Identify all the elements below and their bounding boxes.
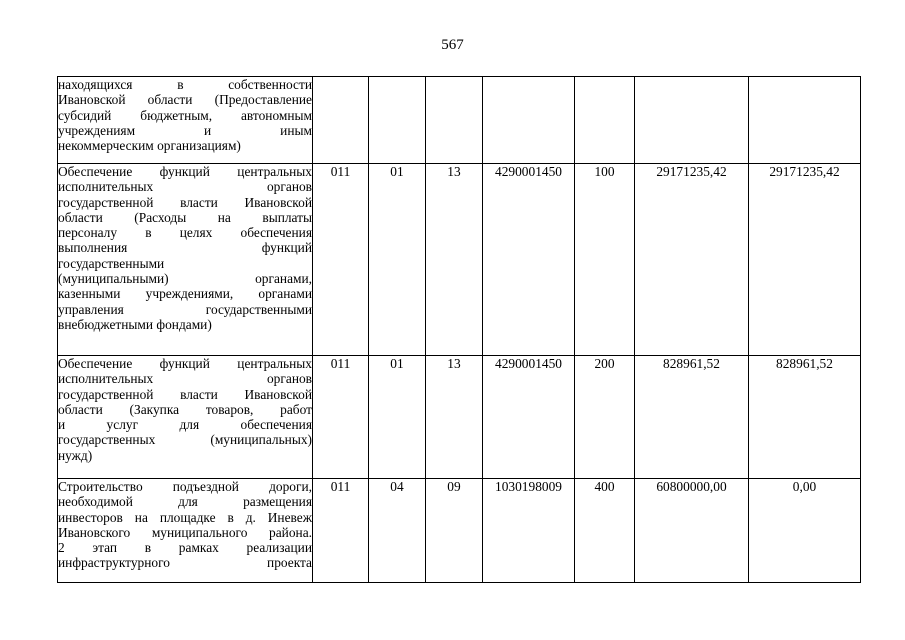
amount-cell-2: 828961,52 [749,356,861,479]
description-line: инвесторов на площадке в д. Иневеж [58,509,312,525]
description-line: внебюджетными фондами) [58,316,212,332]
description-line: Ивановской области (Предоставление [58,92,312,108]
description-line: Строительство подъездной дороги, [58,479,312,494]
description-line: выполнения функций [58,240,312,256]
subsection-code-cell: 09 [426,479,483,583]
target-article-cell: 1030198009 [483,479,575,583]
section-code-cell: 04 [369,479,426,583]
amount-cell-2: 29171235,42 [749,164,861,356]
amount-cell-1: 60800000,00 [635,479,749,583]
table-row [58,77,861,164]
gp-code-cell: 011 [313,164,369,356]
description-line: (муниципальными) органами, [58,271,312,287]
expense-type-cell: 100 [575,164,635,356]
target-article-cell [483,77,575,164]
description-line: нужд) [58,447,93,463]
target-article-cell: 4290001450 [483,356,575,479]
table-row [58,479,861,583]
amount-cell-1: 29171235,42 [635,164,749,356]
description-line: Ивановского муниципального района. [58,524,312,540]
expense-type-cell: 400 [575,479,635,583]
description-line: государственной власти Ивановской [58,386,312,402]
gp-code-cell: 011 [313,479,369,583]
subsection-code-cell: 13 [426,356,483,479]
description-line: учреждениям и иным [58,122,312,138]
table-body [58,77,861,583]
description-line: государственными [58,255,165,271]
description-line: Обеспечение функций центральных [58,356,312,371]
section-code-cell: 01 [369,356,426,479]
description-line: персоналу в целях обеспечения [58,225,312,241]
target-article-cell: 4290001450 [483,164,575,356]
description-line: Обеспечение функций центральных [58,164,312,179]
description-line: области (Закупка товаров, работ [58,401,312,417]
gp-code-cell [313,77,369,164]
description-cell [58,479,313,583]
description-line: субсидий бюджетным, автономным [58,107,312,123]
description-line: казенными учреждениями, органами [58,286,312,302]
description-line: исполнительных органов [58,371,312,387]
description-line: исполнительных органов [58,179,312,195]
section-code-cell [369,77,426,164]
description-line: 2 этап в рамках реализации [58,540,312,556]
expense-type-cell: 200 [575,356,635,479]
subsection-code-cell [426,77,483,164]
section-code-cell: 01 [369,164,426,356]
table-row [58,164,861,356]
table-row [58,356,861,479]
description-line: инфраструктурного проекта [58,555,312,571]
description-line: государственных (муниципальных) [58,432,312,448]
description-cell [58,356,313,479]
description-line: области (Расходы на выплаты [58,209,312,225]
description-line: и услуг для обеспечения [58,417,312,433]
amount-cell-2 [749,77,861,164]
amount-cell-1 [635,77,749,164]
description-line: необходимой для размещения [58,494,312,510]
amount-cell-1: 828961,52 [635,356,749,479]
description-cell [58,164,313,356]
expense-type-cell [575,77,635,164]
description-cell [58,77,313,164]
description-line: государственной власти Ивановской [58,194,312,210]
description-line: управления государственными [58,301,312,317]
amount-cell-2: 0,00 [749,479,861,583]
subsection-code-cell: 13 [426,164,483,356]
description-line: некоммерческим организациям) [58,138,241,154]
gp-code-cell: 011 [313,356,369,479]
page-number: 567 [441,37,464,53]
description-line: находящихся в собственности [58,77,312,92]
budget-table [57,76,861,583]
